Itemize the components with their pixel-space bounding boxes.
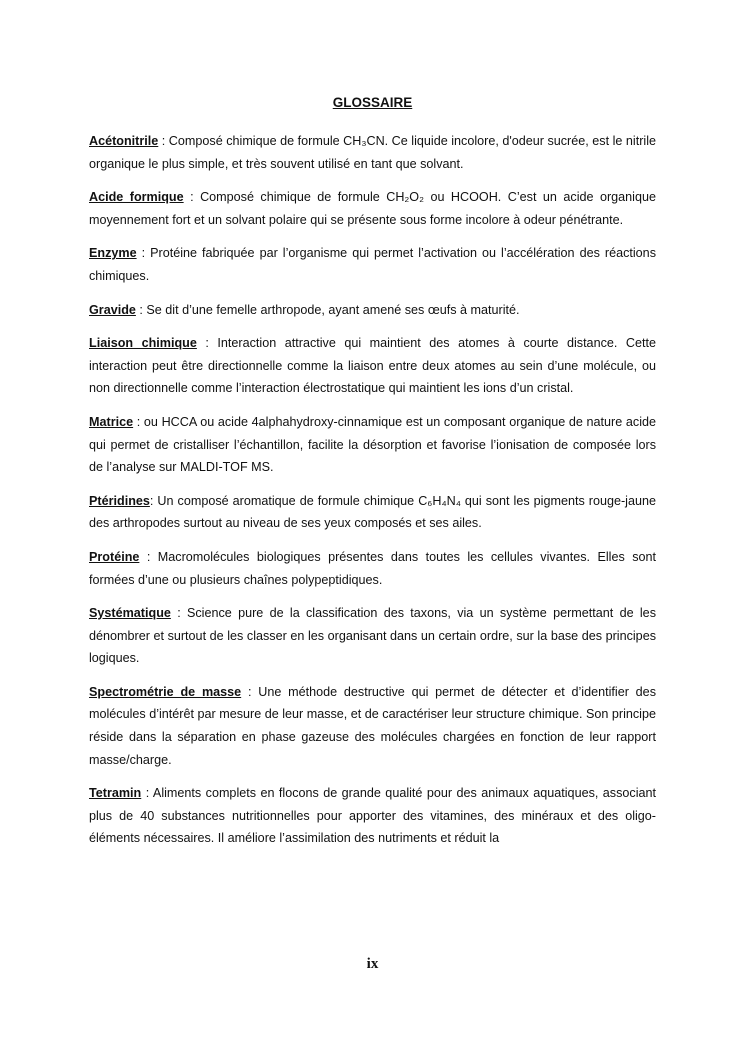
glossary-definition: : ou HCCA ou acide 4alphahydroxy-cinnamique est un composant organique de nature acide qui permet de cristalliser l’échantillon, facilite la désorption et favorise l’ionisation de composée lors de l’analyse sur MALDI-TOF MS. (89, 414, 656, 475)
glossary-entry (89, 602, 656, 670)
glossary-term: Acétonitrile (89, 134, 159, 148)
glossary-definition: : Composé chimique de formule CH₃CN. Ce liquide incolore, d'odeur sucrée, est le nitrile organique le plus simple, et très souvent utilisé en tant que solvant. (89, 134, 656, 171)
glossary-entry (89, 332, 656, 400)
glossary-term: Ptéridines (89, 493, 150, 508)
glossary-entry (89, 411, 656, 479)
glossary-entry (89, 242, 656, 287)
glossary-entry (89, 186, 656, 231)
glossary-term: Enzyme (89, 246, 137, 261)
glossary-definition: : Se dit d’une femelle arthropode, ayant amené ses œufs à maturité. (135, 302, 520, 317)
glossary-term: Liaison chimique (89, 336, 197, 351)
page-number: ix (366, 956, 379, 972)
glossary-entry (89, 681, 656, 771)
glossary-definition: : Aliments complets en flocons de grande qualité pour des animaux aquatiques, associant plus de 40 substances nutritionnelles pour apporter des vitamines, des minéraux et des oligo-éléments nécessaires. Il améliore l’assimilation des nutriments et réduit la (89, 786, 656, 846)
glossary-term: Protéine (89, 549, 140, 564)
glossary-definition: : Science pure de la classification des taxons, via un système permettant de les dénombrer et surtout de les classer en les organisant dans un certain ordre, sur la base des principes logiques. (89, 606, 656, 666)
glossary-definition: : Macromolécules biologiques présentes dans toutes les cellules vivantes. Elles sont formées d’une ou plusieurs chaînes polypeptidiques. (89, 549, 656, 587)
glossary-definition: : Une méthode destructive qui permet de détecter et d’identifier des molécules d’intérêt par mesure de leur masse, et de caractériser leur structure chimique. Son principe réside dans la séparation en phase gazeuse des molécules chargées en fonction de leur rapport masse/charge. (89, 684, 656, 767)
glossary-entry (89, 546, 656, 591)
glossary-entry (89, 130, 656, 175)
glossary-list (89, 130, 656, 861)
glossary-definition: : Un composé aromatique de formule chimique C₆H₄N₄ qui sont les pigments rouge-jaune des arthropodes surtout au niveau de ses yeux composés et ses ailes. (89, 493, 656, 531)
glossary-term: Tetramin (89, 786, 142, 801)
glossary-term: Spectrométrie de masse (89, 684, 242, 699)
glossary-term: Matrice (89, 414, 134, 429)
glossary-entry (89, 782, 656, 850)
glossary-term: Gravide (89, 302, 136, 317)
glossary-entry (89, 299, 656, 322)
glossary-entry (89, 490, 656, 535)
glossary-term: Systématique (89, 606, 171, 621)
glossary-term: Acide formique (89, 190, 184, 205)
glossary-definition: : Protéine fabriquée par l’organisme qui permet l’activation ou l’accélération des réactions chimiques. (89, 246, 656, 283)
glossary-definition: : Composé chimique de formule CH₂O₂ ou HCOOH. C’est un acide organique moyennement fort et un solvant polaire qui se présente sous forme incolore à odeur pénétrante. (89, 190, 656, 227)
glossary-definition: : Interaction attractive qui maintient des atomes à courte distance. Cette interaction peut être directionnelle comme la liaison entre deux atomes au sein d’une molécule, ou non directionnelle comme l’interaction électrostatique qui maintient les ions d’un cristal. (89, 336, 656, 396)
page-title: GLOSSAIRE (332, 95, 413, 110)
